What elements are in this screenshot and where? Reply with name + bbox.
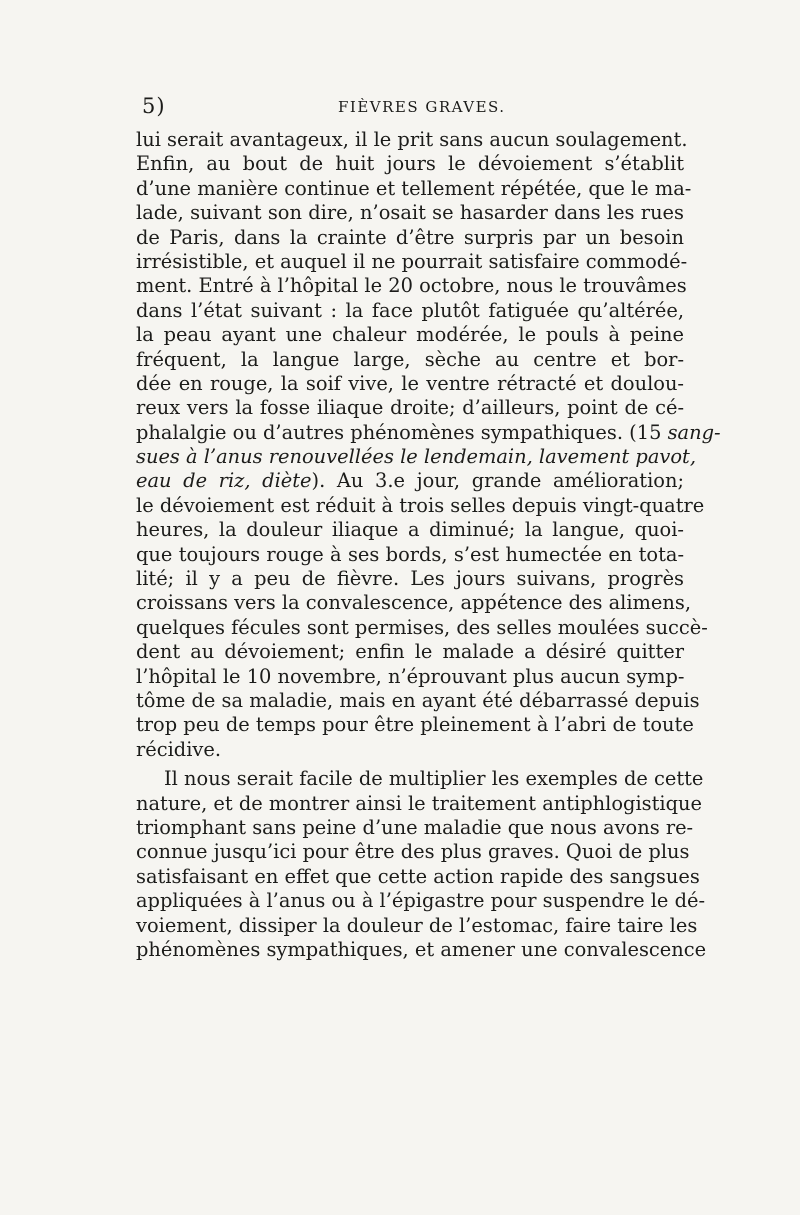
text-segment: dent au dévoiement; enfin le malade a désiré quitter xyxy=(136,640,684,664)
text-segment: lui serait avantageux, il le prit sans aucun soulagement. xyxy=(136,128,688,151)
text-segment: quelques fécules sont permises, des selles moulées succè- xyxy=(136,615,708,639)
text-segment: trop peu de temps pour être pleinement à l’abri de toute xyxy=(136,713,694,737)
text-line xyxy=(136,348,684,372)
text-segment: nature, et de montrer ainsi le traitement antiphlogistique xyxy=(136,791,702,815)
text-segment: reux vers la fosse iliaque droite; d’ailleurs, point de cé- xyxy=(136,396,684,420)
text-line xyxy=(136,469,684,493)
text-line xyxy=(136,713,694,737)
text-segment: phalalgie ou d’autres phénomènes sympathiques. (15 xyxy=(136,420,668,444)
text-segment: Enfin, au bout de huit jours le dévoiement s’établit xyxy=(136,152,684,176)
paragraph xyxy=(136,128,721,762)
text-segment: fréquent, la langue large, sèche au centre et bor- xyxy=(136,347,684,371)
text-line xyxy=(136,543,684,567)
text-line xyxy=(136,738,684,762)
italic-text: sang- xyxy=(667,420,721,444)
text-segment: lité; il y a peu de fièvre. Les jours suivans, progrès xyxy=(136,567,684,591)
text-segment: le dévoiement est réduit à trois selles depuis vingt-quatre xyxy=(136,493,705,517)
text-segment: l’hôpital le 10 novembre, n’éprouvant plus aucun symp- xyxy=(136,664,685,688)
text-line xyxy=(136,615,708,640)
text-line xyxy=(136,372,684,396)
text-line xyxy=(136,323,684,347)
page-number: 5) xyxy=(142,94,166,118)
text-segment: Il nous serait facile de multiplier les exemples de cette xyxy=(164,767,704,791)
text-line xyxy=(136,226,684,250)
italic-text: eau de riz, diète xyxy=(136,469,312,493)
text-line xyxy=(136,445,696,469)
text-line xyxy=(136,518,684,542)
text-line xyxy=(136,591,692,615)
text-segment: voiement, dissiper la douleur de l’estomac, faire taire les xyxy=(136,913,698,937)
text-line xyxy=(136,937,707,962)
text-line xyxy=(136,249,688,274)
text-line xyxy=(136,274,687,298)
text-segment: heures, la douleur iliaque a diminué; la langue, quoi- xyxy=(136,518,684,542)
text-line xyxy=(136,688,700,713)
text-line xyxy=(136,567,684,591)
text-segment: triomphant sans peine d’une maladie que nous avons re- xyxy=(136,815,694,839)
text-segment: phénomènes sympathiques, et amener une convalescence xyxy=(136,937,707,961)
text-line xyxy=(136,152,684,176)
text-line xyxy=(136,640,684,664)
text-line xyxy=(136,299,684,323)
text-segment: dans l’état suivant : la face plutôt fatiguée qu’altérée, xyxy=(136,298,684,322)
text-segment: irrésistible, et auquel il ne pourrait satisfaire commodé- xyxy=(136,249,688,273)
text-line xyxy=(136,889,706,913)
text-segment: appliquées à l’anus ou à l’épigastre pour suspendre le dé- xyxy=(136,889,706,913)
text-line xyxy=(136,420,721,445)
text-segment: la peau ayant une chaleur modérée, le pouls à peine xyxy=(136,323,684,347)
text-line xyxy=(136,493,705,518)
text-line xyxy=(136,201,684,225)
text-segment: d’une manière continue et tellement répétée, que le ma- xyxy=(136,176,692,200)
text-line xyxy=(136,176,692,201)
text-line xyxy=(136,665,684,689)
running-title: FIÈVRES GRAVES. xyxy=(338,98,506,116)
text-segment: satisfaisant en effet que cette action rapide des sangsues xyxy=(136,864,700,888)
text-segment: dée en rouge, la soif vive, le ventre rétracté et doulou- xyxy=(136,371,684,395)
text-segment: tôme de sa maladie, mais en ayant été débarrassé depuis xyxy=(136,688,700,712)
italic-text: sues à l’anus renouvellées le lendemain, lavement pavot, xyxy=(136,445,696,469)
text-segment: ment. Entré à l’hôpital le 20 octobre, nous le trouvâmes xyxy=(136,274,687,298)
text-line xyxy=(136,864,700,889)
text-segment: connue jusqu’ici pour être des plus graves. Quoi de plus xyxy=(136,840,690,864)
text-line xyxy=(136,791,702,816)
text-line xyxy=(136,128,688,152)
text-line xyxy=(136,815,694,840)
text-segment: lade, suivant son dire, n’osait se hasarder dans les rues xyxy=(136,201,684,225)
text-line xyxy=(136,840,690,864)
text-segment: ). Au 3.e jour, grande amélioration; xyxy=(311,469,684,493)
text-segment: de Paris, dans la crainte d’être surpris par un besoin xyxy=(136,225,684,249)
body-text xyxy=(136,128,721,962)
text-line xyxy=(136,767,704,791)
paragraph xyxy=(136,767,707,962)
text-segment: croissans vers la convalescence, appétence des alimens, xyxy=(136,591,692,615)
text-segment: que toujours rouge à ses bords, s’est humectée en tota- xyxy=(136,542,684,566)
text-line xyxy=(136,913,698,938)
page-header xyxy=(142,94,682,124)
text-line xyxy=(136,396,684,420)
text-segment: récidive. xyxy=(136,737,222,761)
